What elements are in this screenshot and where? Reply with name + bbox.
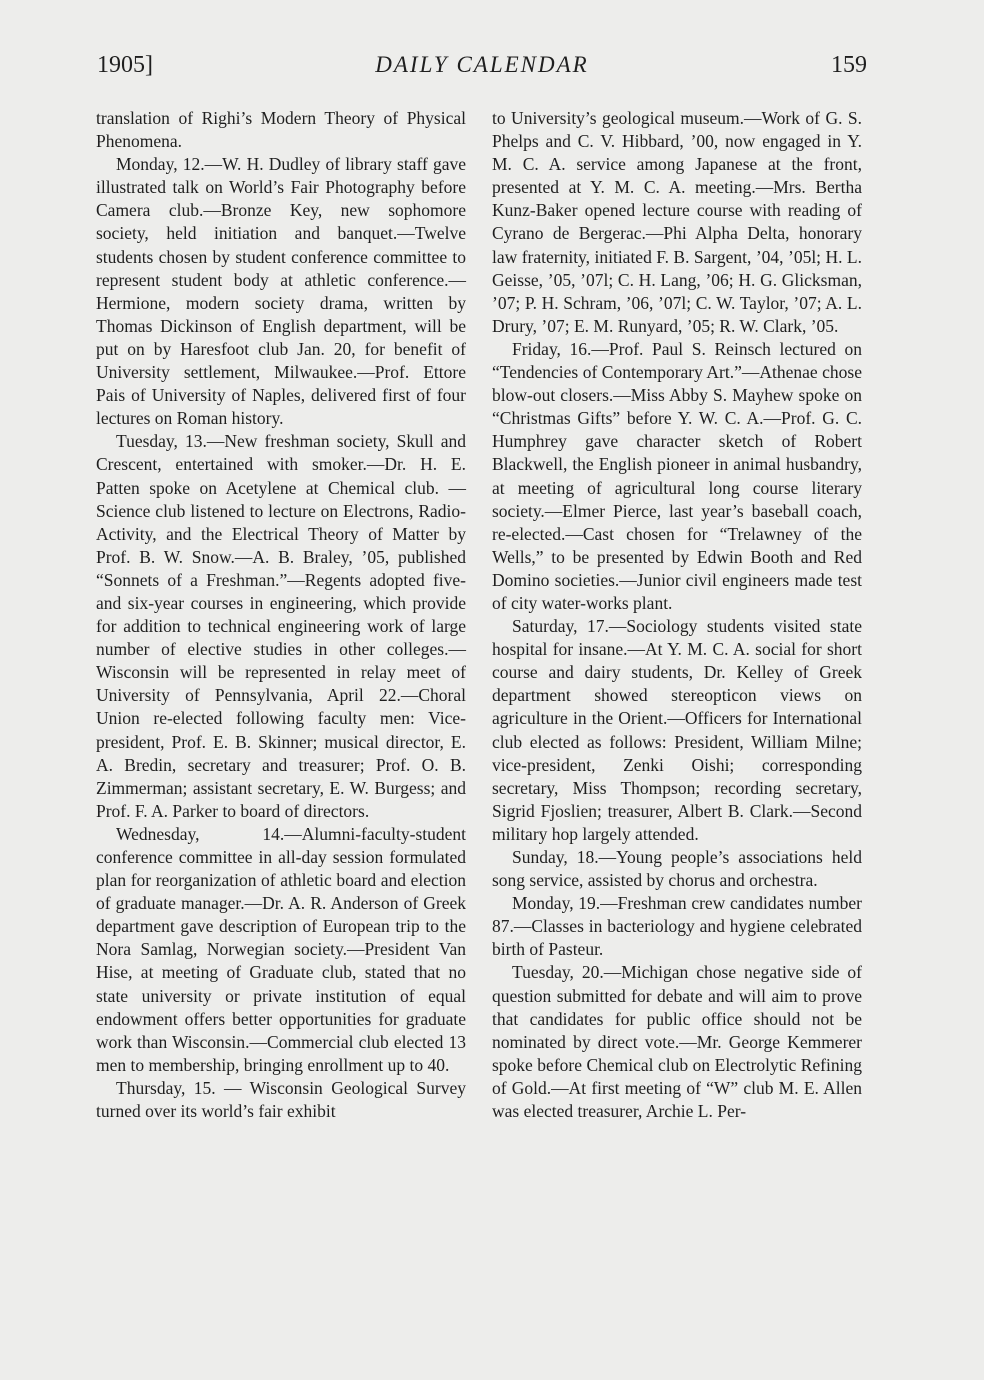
entry-tuesday-20: Tuesday, 20.—Michigan chose negative side of question submitted for debate and will aim to prove that candidates for public office should not be nominated by direct vote.—Mr. George Kemmerer spoke before Chemical club on Electrolytic Refining of Gold.—At first meeting of “W” club M. E. Allen was elected treasurer, Archie L. Per- (492, 962, 862, 1122)
entry-sunday-18: Sunday, 18.—Young people’s associations held song service, assisted by chorus and orchestra. (492, 847, 862, 891)
right-column (492, 107, 862, 1123)
left-column (96, 107, 466, 1123)
entry-monday-12: Monday, 12.—W. H. Dudley of library staff gave illustrated talk on World’s Fair Photography before Camera club.—Bronze Key, new sophomore society, held initiation and banquet.—Twelve students chosen by student conference committee to represent student body at athletic conference.—Hermione, modern society drama, written by Thomas Dickinson of English department, will be put on by Haresfoot club Jan. 20, for benefit of University settlement, Milwaukee.—Prof. Ettore Pais of University of Naples, delivered first of four lectures on Roman history. (96, 154, 466, 429)
entry-thursday-15-continued: to University’s geological museum.—Work of G. S. Phelps and C. V. Hibbard, ’00, now engaged in Y. M. C. A. service among Japanese at the front, presented at Y. M. C. A. meeting.—Mrs. Bertha Kunz-Baker opened lecture course with reading of Cyrano de Bergerac.—Phi Alpha Delta, honorary law fraternity, initiated F. B. Sargent, ’04, ’05l; H. L. Geisse, ’05, ’07l; C. H. Lang, ’06; H. G. Glicksman, ’07; P. H. Schram, ’06, ’07l; C. W. Taylor, ’07; A. L. Drury, ’07; E. M. Runyard, ’05; R. W. Clark, ’05. (492, 108, 862, 336)
page-number: 159 (831, 52, 867, 78)
entry-thursday-15: Thursday, 15. — Wisconsin Geological Survey turned over its world’s fair exhibit (96, 1077, 466, 1122)
entry-tuesday-13: Tuesday, 13.—New freshman society, Skull and Crescent, entertained with smoker.—Dr. H. E. Patten spoke on Acetylene at Chemical club. — Science club listened to lecture on Electrons, Radio-Activity, and the Electrical Theory of Matter by Prof. B. W. Snow.—A. B. Braley, ’05, published “Sonnets of a Freshman.”—Regents adopted five- and six-year courses in engineering, which provide for addition to technical engineering work of large number of elective studies in other colleges.—Wisconsin will be represented in relay meet of University of Pennsylvania, April 22.—Choral Union re-elected following faculty men: Vice-president, Prof. E. B. Skinner; musical director, E. A. Bredin, secretary and treasurer; Prof. O. B. Zimmerman; assistant secretary, E. W. Burgess; and Prof. F. A. Parker to board of directors. (96, 431, 466, 821)
entry-friday-16: Friday, 16.—Prof. Paul S. Reinsch lectured on “Tendencies of Contemporary Art.”—Athenae chose blow-out closers.—Miss Abby S. Mayhew spoke on “Christmas Gifts” before Y. W. C. A.—Prof. G. C. Humphrey gave character sketch of Robert Blackwell, the English pioneer in animal husbandry, at meeting of agricultural long course literary society.—Elmer Pierce, last year’s baseball coach, re-elected.—Cast chosen for “Trelawney of the Wells,” to be presented by Edwin Booth and Red Domino societies.—Junior civil engineers made test of city water-works plant. (492, 338, 862, 613)
entry-saturday-17: Saturday, 17.—Sociology students visited state hospital for insane.—At Y. M. C. A. social for short course and dairy students, Dr. Kelley of Greek department showed stereopticon views on agriculture in the Orient.—Officers for International club elected as follows: President, William Milne; vice-president, Zenki Oishi; corresponding secretary, Miss Thompson; recording secretary, Sigrid Fjoslien; treasurer, Albert B. Clark.—Second military hop largely attended. (492, 616, 862, 844)
running-head-title: DAILY CALENDAR (375, 52, 589, 77)
running-head-year: 1905] (97, 52, 153, 78)
paragraph-continuation: translation of Righi’s Modern Theory of Physical Phenomena. (96, 108, 466, 152)
running-head (97, 52, 867, 84)
entry-monday-19: Monday, 19.—Freshman crew candidates number 87.—Classes in bacteriology and hygiene celebrated birth of Pasteur. (492, 893, 862, 960)
entry-wednesday-14: Wednesday, 14.—Alumni-faculty-student conference committee in all-day session formulated plan for reorganization of athletic board and election of graduate manager.—Dr. A. R. Anderson of Greek department gave description of European trip to the Nora Samlag, Norwegian society.—President Van Hise, at meeting of Graduate club, stated that no state university or private institution of equal endowment offers better opportunities for graduate work than Wisconsin.—Commercial club elected 13 men to membership, bringing enrollment up to 40. (96, 823, 466, 1075)
